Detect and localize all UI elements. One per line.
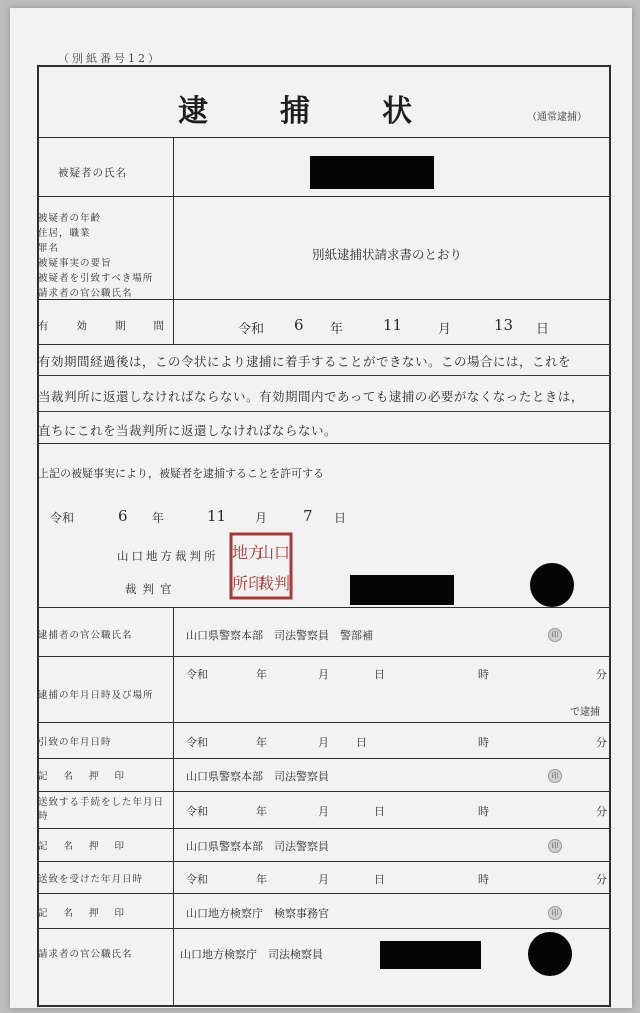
intake-day-unit: 日 xyxy=(356,736,367,749)
sign2-value: 山口県警察本部 司法警察員 xyxy=(186,840,329,853)
validity-year-unit: 年 xyxy=(330,322,344,337)
validity-label: 有効期間 xyxy=(38,320,192,332)
rule xyxy=(37,791,611,792)
redaction-requester-name xyxy=(380,941,481,969)
stamp-mark-icon: 印 xyxy=(548,839,562,853)
send-label: 送致する手続をした年月日時 xyxy=(38,797,165,822)
permission-day-unit: 日 xyxy=(334,511,347,525)
redaction-suspect-name xyxy=(310,156,434,189)
validity-day: 13 xyxy=(494,316,514,334)
requester-value: 山口地方検察庁 司法検察員 xyxy=(180,948,323,961)
column-divider xyxy=(173,137,174,344)
sign3-label: 記名押印 xyxy=(38,908,141,919)
form-number: （別紙番号12） xyxy=(58,52,162,65)
arrest-year-unit: 年 xyxy=(256,668,267,681)
seal-text: 山口 xyxy=(257,543,291,562)
send-hour-unit: 時 xyxy=(478,805,489,818)
receive-hour-unit: 時 xyxy=(478,873,489,886)
rule xyxy=(37,893,611,894)
arrest-era: 令和 xyxy=(186,668,208,681)
intake-minute-unit: 分 xyxy=(596,736,607,749)
judge-label: 裁判官 xyxy=(125,582,178,596)
form-frame xyxy=(37,65,611,1007)
details-value: 別紙逮捕状請求書のとおり xyxy=(312,247,463,262)
title-char: 逮 xyxy=(178,94,208,129)
receive-month-unit: 月 xyxy=(318,873,329,886)
permission-year: 6 xyxy=(118,507,128,525)
validity-era: 令和 xyxy=(238,322,265,337)
suspect-name-label: 被疑者の氏名 xyxy=(58,167,127,179)
arrester-value: 山口県警察本部 司法警察員 警部補 xyxy=(186,629,373,642)
rule xyxy=(37,656,611,657)
arrest-time-label: 逮捕の年月日時及び場所 xyxy=(38,690,154,701)
notice-line-2: 当裁判所に返還しなければならない。有効期間内であっても逮捕の必要がなくなったときは， xyxy=(38,389,584,404)
notice-line-1: 有効期間経過後は，この令状により逮捕に着手することができない。この場合には，これを xyxy=(38,354,572,369)
arrest-hour-unit: 時 xyxy=(478,668,489,681)
arrest-suffix: で逮捕 xyxy=(570,707,600,718)
redaction-judge-seal xyxy=(530,563,574,607)
permission-day: 7 xyxy=(303,507,313,525)
details-label-address: 住居，職業 xyxy=(38,228,91,239)
intake-era: 令和 xyxy=(186,736,208,749)
rule xyxy=(37,861,611,862)
rule xyxy=(37,137,611,138)
rule xyxy=(37,722,611,723)
stamp-mark-icon: 印 xyxy=(548,906,562,920)
arrester-label: 逮捕者の官公職氏名 xyxy=(38,630,133,641)
rule xyxy=(37,196,611,197)
rule xyxy=(37,443,611,444)
arrest-day-unit: 日 xyxy=(374,668,385,681)
validity-month-unit: 月 xyxy=(438,322,452,337)
stamp-mark-icon: 印 xyxy=(548,628,562,642)
permission-year-unit: 年 xyxy=(152,511,165,525)
permission-text: 上記の被疑事実により，被疑者を逮捕することを許可する xyxy=(38,467,324,480)
details-label-facts: 被疑事実の要旨 xyxy=(38,258,112,269)
details-label-age: 被疑者の年齢 xyxy=(38,213,102,224)
receive-label: 送致を受けた年月日時 xyxy=(38,874,144,885)
sign2-label: 記名押印 xyxy=(38,841,141,852)
send-minute-unit: 分 xyxy=(596,805,607,818)
redaction-requester-seal xyxy=(528,932,572,976)
permission-month: 11 xyxy=(207,507,227,525)
notice-line-3: 直ちにこれを当裁判所に返還しなければならない。 xyxy=(38,423,338,438)
rule xyxy=(37,758,611,759)
permission-era: 令和 xyxy=(50,511,75,525)
receive-era: 令和 xyxy=(186,873,208,886)
title-char: 捕 xyxy=(280,94,310,129)
receive-day-unit: 日 xyxy=(374,873,385,886)
send-month-unit: 月 xyxy=(318,805,329,818)
title-subtitle: （通常逮捕） xyxy=(527,112,587,123)
permission-month-unit: 月 xyxy=(255,511,268,525)
send-era: 令和 xyxy=(186,805,208,818)
rule xyxy=(37,928,611,929)
redaction-judge-name xyxy=(350,575,454,605)
details-label-place: 被疑者を引致すべき場所 xyxy=(38,273,154,284)
details-label-crime: 罪名 xyxy=(38,243,60,254)
sign3-value: 山口地方検察庁 検察事務官 xyxy=(186,907,329,920)
send-year-unit: 年 xyxy=(256,805,267,818)
details-label-requester: 請求者の官公職氏名 xyxy=(38,288,133,299)
receive-year-unit: 年 xyxy=(256,873,267,886)
court-name: 山口地方裁判所 xyxy=(117,549,219,563)
arrest-minute-unit: 分 xyxy=(596,668,607,681)
intake-label: 引致の年月日時 xyxy=(38,737,112,748)
intake-year-unit: 年 xyxy=(256,736,267,749)
rule xyxy=(37,607,611,608)
rule xyxy=(37,299,611,300)
stamp-mark-icon: 印 xyxy=(548,769,562,783)
rule xyxy=(37,828,611,829)
requester-label: 請求者の官公職氏名 xyxy=(38,949,133,960)
validity-day-unit: 日 xyxy=(536,322,550,337)
column-divider xyxy=(173,607,174,1007)
rule xyxy=(37,375,611,376)
arrest-month-unit: 月 xyxy=(318,668,329,681)
validity-year: 6 xyxy=(294,316,304,334)
title-char: 状 xyxy=(382,94,412,129)
rule xyxy=(37,344,611,345)
sign1-value: 山口県警察本部 司法警察員 xyxy=(186,770,329,783)
seal-text: 所印 xyxy=(231,574,265,593)
rule xyxy=(37,411,611,412)
intake-hour-unit: 時 xyxy=(478,736,489,749)
receive-minute-unit: 分 xyxy=(596,873,607,886)
seal-text: 地方 xyxy=(231,543,265,562)
document-title xyxy=(178,86,484,130)
send-day-unit: 日 xyxy=(374,805,385,818)
validity-month: 11 xyxy=(383,316,403,334)
court-seal-icon xyxy=(228,531,294,601)
sign1-label: 記名押印 xyxy=(38,771,141,782)
intake-month-unit: 月 xyxy=(318,736,329,749)
seal-text: 裁判 xyxy=(257,574,291,593)
